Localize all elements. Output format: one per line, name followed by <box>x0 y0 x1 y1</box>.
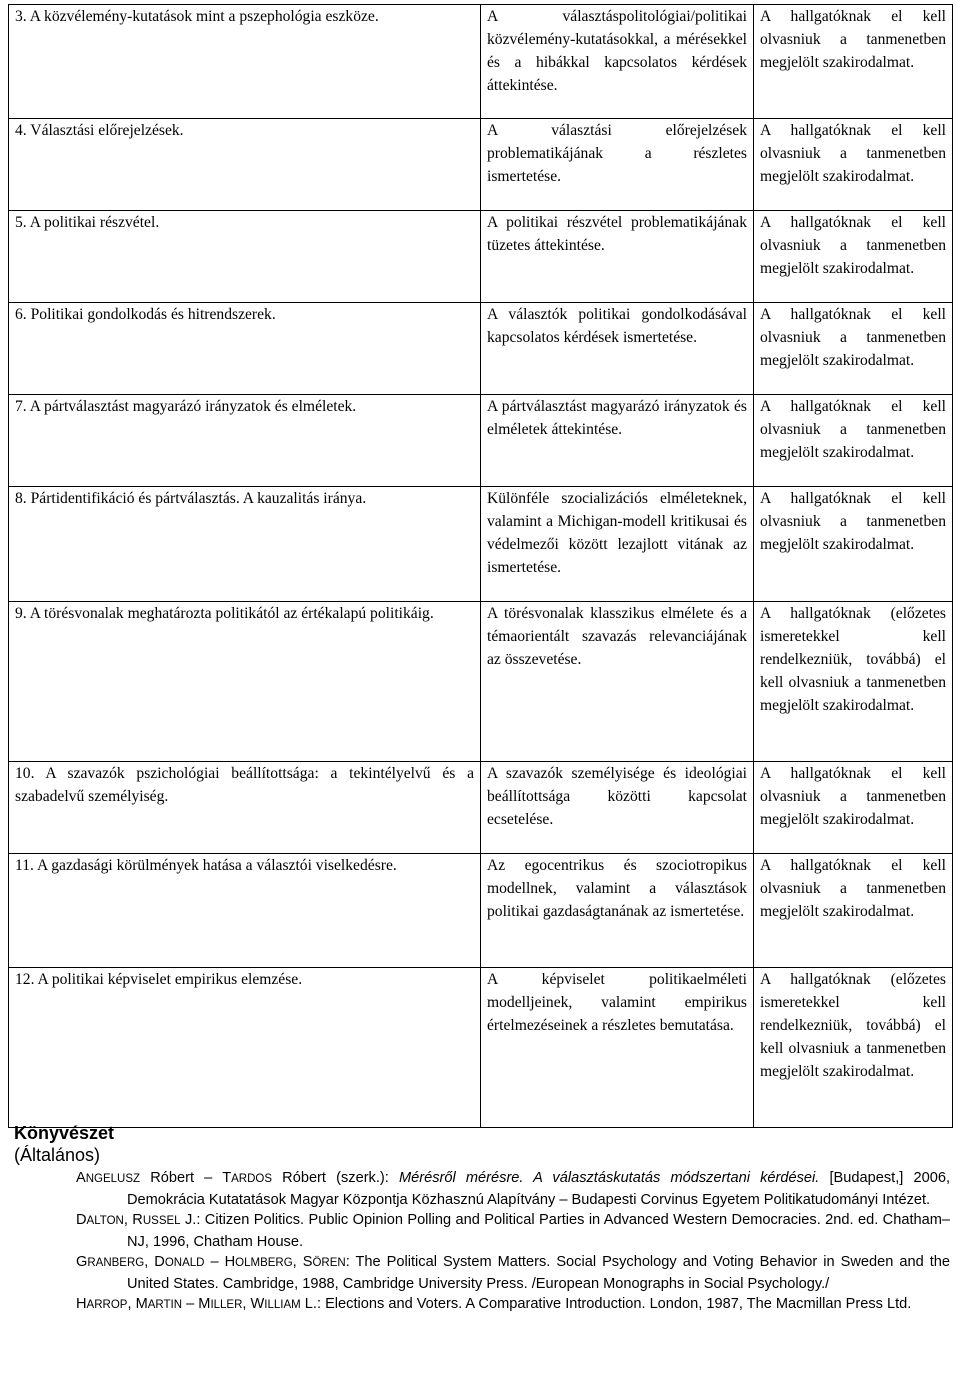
bibliography-entry <box>14 1210 950 1252</box>
publication-info: Citizen Politics. Public Opinion Polling and Political Parties in Advanced Western Democracies. 2nd. ed. Chatham–NJ, 1996, Chatham House. <box>127 1212 951 1250</box>
table-row <box>9 854 953 968</box>
content-cell: A pártválasztást magyarázó irányzatok és elméletek áttekintése. <box>481 395 754 487</box>
author-rest: , <box>292 1254 303 1270</box>
author-initial: W <box>250 1296 265 1312</box>
author-initial: H <box>224 1254 236 1270</box>
author-rest: , <box>242 1296 251 1312</box>
table-row <box>9 602 953 762</box>
author-initial: M <box>198 1296 211 1312</box>
author-rest: : <box>345 1254 356 1270</box>
bibliography-list <box>14 1168 950 1316</box>
author-initial: D <box>154 1254 165 1270</box>
topic-cell: 11. A gazdasági körülmények hatása a választói viselkedésre. <box>9 854 481 968</box>
table-row <box>9 762 953 854</box>
author-rest: , <box>123 1212 133 1228</box>
publication-info: [Budapest,] 2006, Demokrácia Kutatatások Magyar Központja Közhasznú Alapítvány – Budapesti Corvinus Egyetem Politikatudományi Intézet. <box>127 1170 951 1208</box>
author-rest: Róbert – <box>140 1170 223 1186</box>
author-name: OLMBERG <box>235 1257 293 1269</box>
reading-cell: A hallgatóknak el kell olvasniuk a tanmenetben megjelölt szakirodalmat. <box>754 854 953 968</box>
table-row <box>9 487 953 602</box>
author-rest: , <box>127 1296 136 1312</box>
author-rest: , <box>144 1254 155 1270</box>
bibliography-subtitle: (Általános) <box>14 1145 101 1165</box>
author-rest: – <box>204 1254 225 1270</box>
topic-cell: 7. A pártválasztást magyarázó irányzatok és elméletek. <box>9 395 481 487</box>
author-name: ILLER <box>210 1299 243 1311</box>
content-cell: Az egocentrikus és szociotropikus modellnek, valamint a választások politikai gazdaságtanának az ismertetése. <box>481 854 754 968</box>
reading-cell: A hallgatóknak el kell olvasniuk a tanmenetben megjelölt szakirodalmat. <box>754 119 953 211</box>
content-cell: A törésvonalak klasszikus elmélete és a témaorientált szavazás relevanciájának az összevetése. <box>481 602 754 762</box>
author-name: ÖREN <box>312 1257 346 1269</box>
topic-cell: 10. A szavazók pszichológiai beállítottsága: a tekintélyelvű és a szabadelvű személyiség. <box>9 762 481 854</box>
author-initial: D <box>76 1212 87 1228</box>
author-initial: T <box>222 1170 232 1186</box>
bibliography-entry <box>14 1168 950 1210</box>
author-name: ARTIN <box>147 1299 183 1311</box>
table-row <box>9 303 953 395</box>
table-row <box>9 395 953 487</box>
content-cell: A szavazók személyisége és ideológiai beállítottsága közötti kapcsolat ecsetelése. <box>481 762 754 854</box>
author-initial: S <box>302 1254 313 1270</box>
reading-cell: A hallgatóknak (előzetes ismeretekkel kell rendelkezniük, továbbá) el kell olvasniuk a tanmenetben megjelölt szakirodalmat. <box>754 968 953 1128</box>
author-name: USSEL <box>142 1215 181 1227</box>
bibliography-heading <box>14 1122 950 1166</box>
content-cell: A választáspolitológiai/politikai közvélemény-kutatásokkal, a mérésekkel és a hibákkal kapcsolatos kérdések áttekintése. <box>481 5 754 119</box>
reading-cell: A hallgatóknak el kell olvasniuk a tanmenetben megjelölt szakirodalmat. <box>754 487 953 602</box>
reading-cell: A hallgatóknak el kell olvasniuk a tanmenetben megjelölt szakirodalmat. <box>754 303 953 395</box>
bibliography-title: Könyvészet <box>14 1123 115 1143</box>
publication-info: The Political System Matters. Social Psychology and Voting Behavior in Sweden and the United States. Cambridge, 1988, Cambridge University Press. /European Monographs in Social Psychology./ <box>127 1254 950 1292</box>
author-name: NGELUSZ <box>85 1173 141 1185</box>
reading-cell: A hallgatóknak (előzetes ismeretekkel kell rendelkezniük, továbbá) el kell olvasniuk a tanmenetben megjelölt szakirodalmat. <box>754 602 953 762</box>
topic-cell: 9. A törésvonalak meghatározta politikától az értékalapú politikáig. <box>9 602 481 762</box>
author-initial: G <box>76 1254 88 1270</box>
table-row <box>9 119 953 211</box>
author-name: RANBERG <box>87 1257 145 1269</box>
reading-cell: A hallgatóknak el kell olvasniuk a tanmenetben megjelölt szakirodalmat. <box>754 762 953 854</box>
topic-cell: 4. Választási előrejelzések. <box>9 119 481 211</box>
topic-cell: 5. A politikai részvétel. <box>9 211 481 303</box>
course-schedule-table <box>8 4 953 1128</box>
author-name: ONALD <box>164 1257 205 1269</box>
table-row <box>9 968 953 1128</box>
bibliography-entry <box>14 1252 950 1294</box>
author-rest: – <box>182 1296 199 1312</box>
author-name: ARDOS <box>231 1173 273 1185</box>
table-row <box>9 5 953 119</box>
topic-cell: 6. Politikai gondolkodás és hitrendszerek. <box>9 303 481 395</box>
content-cell: A képviselet politikaelméleti modelljeinek, valamint empirikus értelmezéseinek a részletes bemutatása. <box>481 968 754 1128</box>
book-title: Mérésről mérésre. A választáskutatás módszertani kérdései. <box>398 1170 820 1186</box>
reading-cell: A hallgatóknak el kell olvasniuk a tanmenetben megjelölt szakirodalmat. <box>754 211 953 303</box>
author-rest: L.: <box>300 1296 326 1312</box>
reading-cell: A hallgatóknak el kell olvasniuk a tanmenetben megjelölt szakirodalmat. <box>754 5 953 119</box>
bibliography-entry <box>14 1294 950 1316</box>
topic-cell: 12. A politikai képviselet empirikus elemzése. <box>9 968 481 1128</box>
author-initial: H <box>76 1296 87 1312</box>
author-initial: A <box>76 1170 86 1186</box>
content-cell: A politikai részvétel problematikájának tüzetes áttekintése. <box>481 211 754 303</box>
publication-info: Elections and Voters. A Comparative Introduction. London, 1987, The Macmillan Press Ltd. <box>325 1296 912 1312</box>
author-initial: R <box>132 1212 143 1228</box>
author-name: ARROP <box>86 1299 128 1311</box>
table-row <box>9 211 953 303</box>
author-name: ALTON <box>86 1215 124 1227</box>
author-rest: J.: <box>180 1212 205 1228</box>
topic-cell: 8. Pártidentifikáció és pártválasztás. A kauzalitás iránya. <box>9 487 481 602</box>
topic-cell: 3. A közvélemény-kutatások mint a pszephológia eszköze. <box>9 5 481 119</box>
content-cell: A választási előrejelzések problematikájának a részletes ismertetése. <box>481 119 754 211</box>
author-initial: M <box>135 1296 148 1312</box>
author-rest: Róbert (szerk.): <box>272 1170 399 1186</box>
reading-cell: A hallgatóknak el kell olvasniuk a tanmenetben megjelölt szakirodalmat. <box>754 395 953 487</box>
author-name: ILLIAM <box>264 1299 301 1311</box>
content-cell: A választók politikai gondolkodásával kapcsolatos kérdések ismertetése. <box>481 303 754 395</box>
bibliography-section <box>14 1122 950 1316</box>
content-cell: Különféle szocializációs elméleteknek, valamint a Michigan-modell kritikusai és védelmezői között lezajlott vitának az ismertetése. <box>481 487 754 602</box>
